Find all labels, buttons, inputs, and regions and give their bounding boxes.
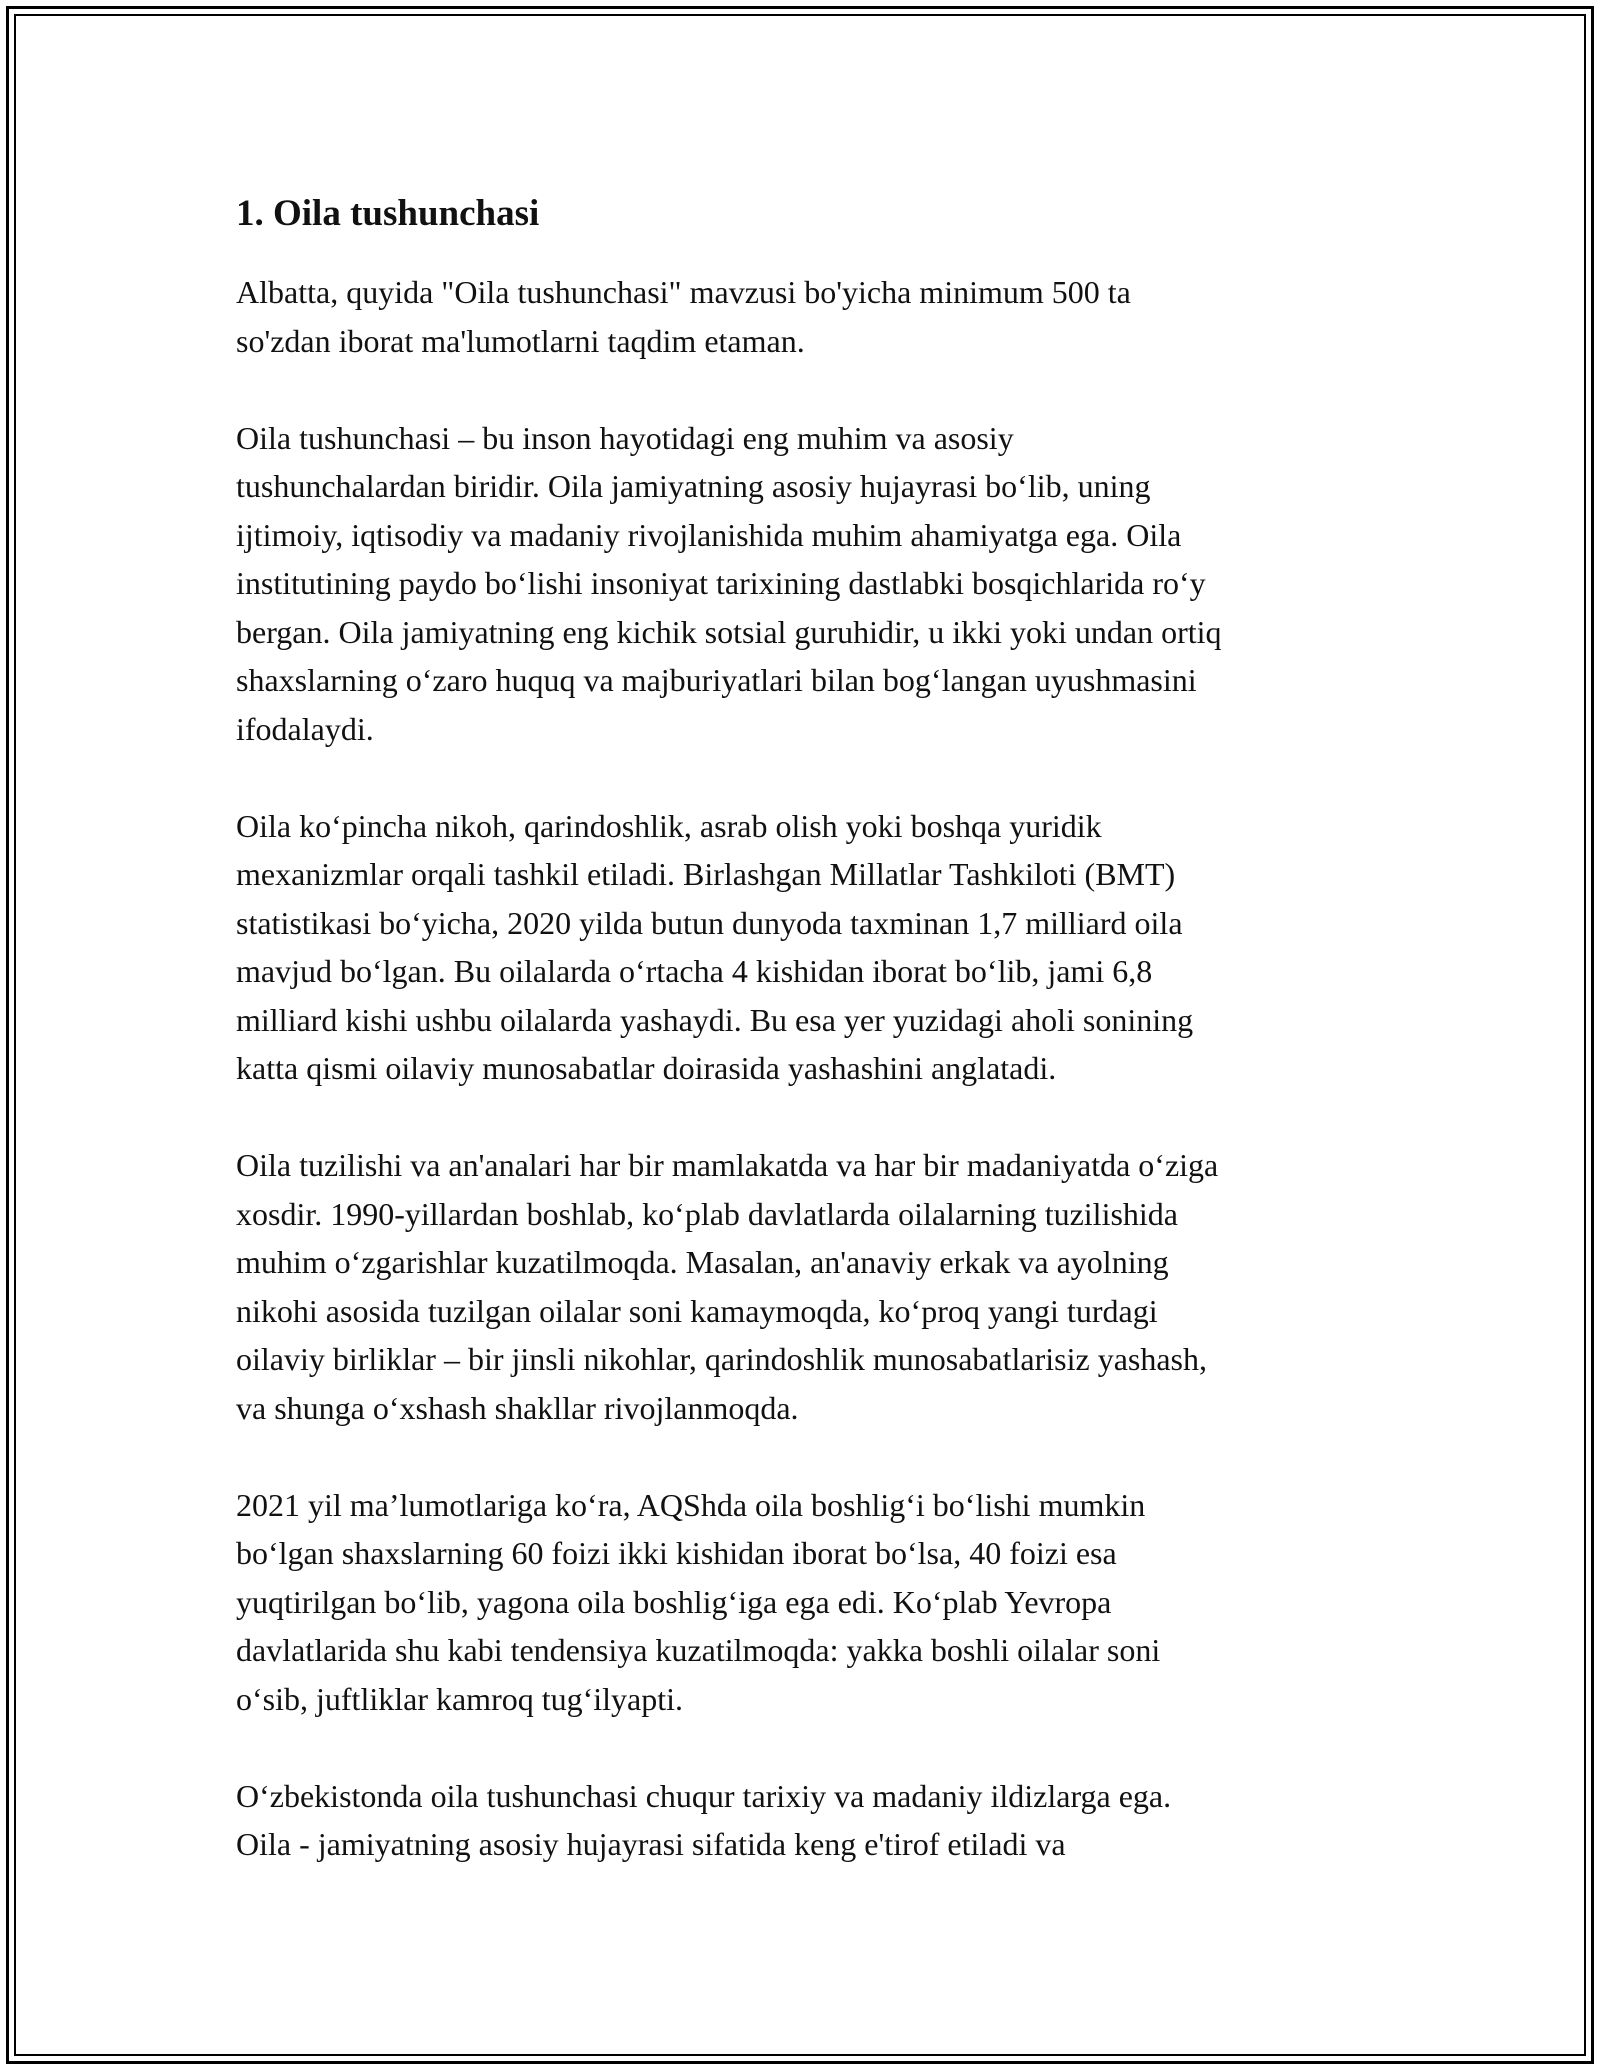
paragraph-line: O‘zbekistonda oila tushunchasi chuqur tarixiy va madaniy ildizlarga ega.	[236, 1777, 1172, 1814]
paragraph	[236, 802, 1386, 1093]
paragraph-line: bo‘lgan shaxslarning 60 foizi ikki kishidan iborat bo‘lsa, 40 foizi esa	[236, 1535, 1117, 1571]
paragraph-line: institutining paydo bo‘lishi insoniyat tarixining dastlabki bosqichlarida ro‘y	[236, 565, 1206, 601]
paragraph-line: ijtimoiy, iqtisodiy va madaniy rivojlanishida muhim ahamiyatga ega. Oila	[236, 516, 1182, 553]
paragraph-line: milliard kishi ushbu oilalarda yashaydi. Bu esa yer yuzidagi aholi sonining	[236, 1001, 1194, 1038]
paragraph	[236, 1772, 1386, 1869]
paragraph-line: 2021 yil ma’lumotlariga ko‘ra, AQShda oila boshlig‘i bo‘lishi mumkin	[236, 1486, 1146, 1523]
paragraph-line: statistikasi bo‘yicha, 2020 yilda butun dunyoda taxminan 1,7 milliard oila	[236, 904, 1183, 941]
paragraph-line: mexanizmlar orqali tashkil etiladi. Birlashgan Millatlar Tashkiloti (BMT)	[236, 856, 1176, 892]
section-heading: 1. Oila tushunchasi	[236, 193, 540, 234]
paragraph-line: davlatlarida shu kabi tendensiya kuzatilmoqda: yakka boshli oilalar soni	[236, 1632, 1161, 1668]
paragraph	[236, 268, 1386, 365]
paragraph	[236, 414, 1386, 754]
paragraph	[236, 1481, 1386, 1724]
paragraph-line: so'zdan iborat ma'lumotlarni taqdim etaman.	[236, 322, 805, 359]
paragraph-list	[236, 268, 1386, 1869]
paragraph-line: mavjud bo‘lgan. Bu oilalarda o‘rtacha 4 kishidan iborat bo‘lib, jami 6,8	[236, 953, 1153, 989]
paragraph-line: va shunga o‘xshash shakllar rivojlanmoqda.	[236, 1389, 799, 1426]
paragraph-line: Oila ko‘pincha nikoh, qarindoshlik, asrab olish yoki boshqa yuridik	[236, 807, 1102, 844]
paragraph-line: muhim o‘zgarishlar kuzatilmoqda. Masalan, an'anaviy erkak va ayolning	[236, 1244, 1169, 1280]
paragraph-line: shaxslarning o‘zaro huquq va majburiyatlari bilan bog‘langan uyushmasini	[236, 662, 1197, 698]
paragraph-line: tushunchalardan biridir. Oila jamiyatning asosiy hujayrasi bo‘lib, uning	[236, 468, 1151, 504]
paragraph-line: nikohi asosida tuzilgan oilalar soni kamaymoqda, ko‘proq yangi turdagi	[236, 1292, 1158, 1329]
paragraph-line: o‘sib, juftliklar kamroq tug‘ilyapti.	[236, 1680, 684, 1717]
paragraph-line: yuqtirilgan bo‘lib, yagona oila boshlig‘iga ega edi. Ko‘plab Yevropa	[236, 1583, 1112, 1620]
paragraph	[236, 1141, 1386, 1432]
paragraph-line: Albatta, quyida "Oila tushunchasi" mavzusi bo'yicha minimum 500 ta	[236, 274, 1131, 310]
paragraph-line: Oila tuzilishi va an'analari har bir mamlakatda va har bir madaniyatda o‘ziga	[236, 1147, 1219, 1183]
paragraph-line: Oila tushunchasi – bu inson hayotidagi eng muhim va asosiy	[236, 419, 1014, 456]
paragraph-line: ifodalaydi.	[236, 710, 374, 747]
paragraph-line: oilaviy birliklar – bir jinsli nikohlar, qarindoshlik munosabatlarisiz yashash,	[236, 1341, 1207, 1377]
paragraph-line: bergan. Oila jamiyatning eng kichik sotsial guruhidir, u ikki yoki undan ortiq	[236, 613, 1222, 650]
paragraph-line: katta qismi oilaviy munosabatlar doirasida yashashini anglatadi.	[236, 1050, 1057, 1086]
paragraph-line: xosdir. 1990-yillardan boshlab, ko‘plab davlatlarda oilalarning tuzilishida	[236, 1195, 1178, 1232]
document-body	[236, 184, 1386, 1917]
paragraph-line: Oila - jamiyatning asosiy hujayrasi sifatida keng e'tirof etiladi va	[236, 1826, 1066, 1862]
